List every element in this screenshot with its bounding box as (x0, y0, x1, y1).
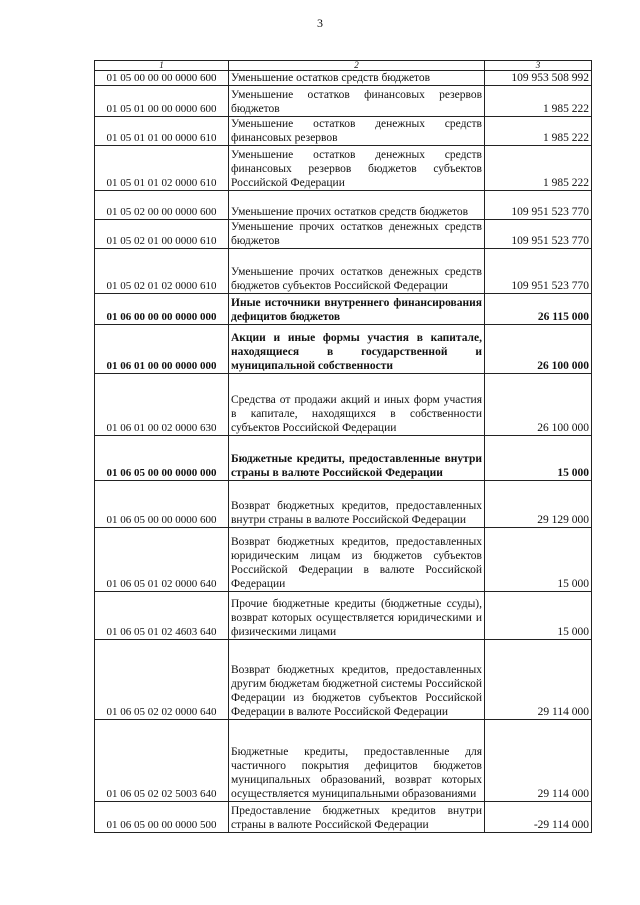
row-name: Уменьшение остатков денежных средств финансовых резервов (229, 117, 485, 146)
column-header-amount: 3 (485, 61, 592, 71)
row-code: 01 05 01 01 00 0000 610 (95, 117, 229, 146)
row-name: Возврат бюджетных кредитов, предоставленных юридическим лицам из бюджетов субъектов Российской Федерации в валюте Российской Федерации (229, 528, 485, 592)
row-name: Уменьшение остатков финансовых резервов бюджетов (229, 86, 485, 117)
row-code: 01 05 00 00 00 0000 600 (95, 71, 229, 86)
row-name: Средства от продажи акций и иных форм участия в капитале, находящихся в собственности субъектов Российской Федерации (229, 374, 485, 436)
row-amount: 109 951 523 770 (485, 191, 592, 220)
table-row (95, 86, 592, 117)
table-row (95, 436, 592, 481)
row-name: Возврат бюджетных кредитов, предоставленных другим бюджетам бюджетной системы Российской Федерации из бюджетов субъектов Российской Федерации в валюте Российской Федерации (229, 640, 485, 720)
row-amount: 109 951 523 770 (485, 249, 592, 294)
row-name: Бюджетные кредиты, предоставленные для частичного покрытия дефицитов бюджетов муниципальных образований, возврат которых осуществляется муниципальными образованиями (229, 720, 485, 802)
row-code: 01 05 01 00 00 0000 600 (95, 86, 229, 117)
row-amount: 15 000 (485, 528, 592, 592)
row-amount: 15 000 (485, 436, 592, 481)
row-name: Уменьшение остатков средств бюджетов (229, 71, 485, 86)
row-name: Иные источники внутреннего финансирования дефицитов бюджетов (229, 294, 485, 325)
row-code: 01 05 01 01 02 0000 610 (95, 146, 229, 191)
table-row (95, 374, 592, 436)
row-code: 01 06 05 00 00 0000 500 (95, 802, 229, 833)
row-name: Прочие бюджетные кредиты (бюджетные ссуды), возврат которых осуществляется юридическими и физическими лицами (229, 592, 485, 640)
row-code: 01 05 02 01 00 0000 610 (95, 220, 229, 249)
row-amount: 1 985 222 (485, 86, 592, 117)
row-amount: 1 985 222 (485, 117, 592, 146)
row-code: 01 06 05 02 02 5003 640 (95, 720, 229, 802)
table-row (95, 220, 592, 249)
page-number: 3 (317, 16, 323, 30)
row-code: 01 06 05 00 00 0000 600 (95, 481, 229, 528)
row-amount: 29 114 000 (485, 720, 592, 802)
row-amount: 29 129 000 (485, 481, 592, 528)
row-amount: 109 951 523 770 (485, 220, 592, 249)
row-code: 01 06 05 02 02 0000 640 (95, 640, 229, 720)
table-row (95, 802, 592, 833)
budget-sources-table (94, 60, 592, 833)
row-amount: 15 000 (485, 592, 592, 640)
table-row (95, 481, 592, 528)
table-row (95, 146, 592, 191)
table-row (95, 592, 592, 640)
table-row (95, 720, 592, 802)
column-header-code: 1 (95, 61, 229, 71)
table-row (95, 249, 592, 294)
row-name: Бюджетные кредиты, предоставленные внутри страны в валюте Российской Федерации (229, 436, 485, 481)
row-amount: 26 100 000 (485, 325, 592, 374)
row-name: Предоставление бюджетных кредитов внутри страны в валюте Российской Федерации (229, 802, 485, 833)
table-row (95, 325, 592, 374)
row-name: Уменьшение прочих остатков средств бюджетов (229, 191, 485, 220)
row-amount: 1 985 222 (485, 146, 592, 191)
row-code: 01 05 02 01 02 0000 610 (95, 249, 229, 294)
row-name: Уменьшение остатков денежных средств финансовых резервов бюджетов субъектов Российской Федерации (229, 146, 485, 191)
row-code: 01 06 05 00 00 0000 000 (95, 436, 229, 481)
row-name: Уменьшение прочих остатков денежных средств бюджетов (229, 220, 485, 249)
table-row (95, 71, 592, 86)
row-code: 01 06 01 00 00 0000 000 (95, 325, 229, 374)
table-row (95, 640, 592, 720)
row-name: Возврат бюджетных кредитов, предоставленных внутри страны в валюте Российской Федерации (229, 481, 485, 528)
row-code: 01 06 05 01 02 4603 640 (95, 592, 229, 640)
table-row (95, 528, 592, 592)
row-name: Уменьшение прочих остатков денежных средств бюджетов субъектов Российской Федерации (229, 249, 485, 294)
table-row (95, 294, 592, 325)
row-amount: 29 114 000 (485, 640, 592, 720)
table-header-row (95, 61, 592, 71)
row-code: 01 06 01 00 02 0000 630 (95, 374, 229, 436)
row-name: Акции и иные формы участия в капитале, находящиеся в государственной и муниципальной собственности (229, 325, 485, 374)
row-code: 01 05 02 00 00 0000 600 (95, 191, 229, 220)
column-header-name: 2 (229, 61, 485, 71)
row-code: 01 06 00 00 00 0000 000 (95, 294, 229, 325)
table-row (95, 191, 592, 220)
row-code: 01 06 05 01 02 0000 640 (95, 528, 229, 592)
row-amount: 26 100 000 (485, 374, 592, 436)
row-amount: 26 115 000 (485, 294, 592, 325)
row-amount: -29 114 000 (485, 802, 592, 833)
table-row (95, 117, 592, 146)
row-amount: 109 953 508 992 (485, 71, 592, 86)
